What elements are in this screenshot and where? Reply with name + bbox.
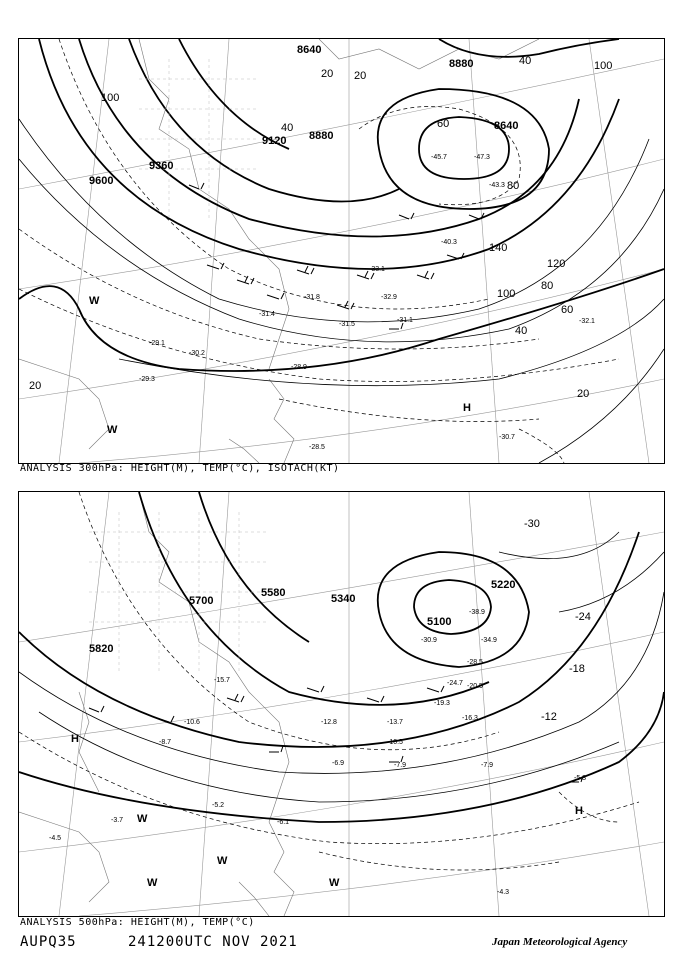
pressure-center-h: H (575, 805, 583, 817)
isotach-label: 80 (541, 280, 554, 292)
hatching (89, 512, 269, 672)
isotach-labels (29, 55, 612, 400)
temp-label: -29.3 (139, 376, 155, 383)
temp-label: -45.7 (431, 154, 447, 161)
temp-label: -15.7 (214, 677, 230, 684)
pressure-center-w: W (329, 877, 340, 889)
pressure-centers (89, 295, 471, 436)
wind-barbs (189, 183, 484, 329)
temp-label: -33.1 (369, 266, 385, 273)
height-label: 8640 (494, 120, 519, 132)
temp-label: -19.3 (434, 700, 450, 707)
height-label: 5700 (189, 595, 214, 607)
temp-label: -28.5 (467, 659, 483, 666)
temp-label: -3.7 (111, 817, 124, 824)
pressure-centers (71, 733, 583, 889)
height-label: 8640 (297, 44, 322, 56)
coastlines (19, 492, 294, 916)
temp-label: -29.1 (149, 340, 165, 347)
isotach-label: 60 (437, 118, 450, 130)
temp-label: -31.1 (397, 317, 413, 324)
temp-label: -30.2 (189, 350, 205, 357)
height-label: 5220 (491, 579, 516, 591)
temp-label: -16.3 (462, 715, 478, 722)
temp-label: -30.7 (499, 434, 515, 441)
height-label: 5820 (89, 643, 114, 655)
temp-label: -31.8 (304, 294, 320, 301)
pressure-center-h: H (463, 402, 471, 414)
graticule (19, 492, 664, 916)
temp-label: -28.9 (291, 364, 307, 371)
map-300hpa-caption: ANALYSIS 300hPa: HEIGHT(M), TEMP(°C), ISOTACH(KT) (20, 463, 340, 474)
temp-label: -31.4 (259, 311, 275, 318)
temp-label: -7.9 (394, 762, 407, 769)
isotach-label: 20 (354, 70, 367, 82)
isotach-label: 120 (547, 258, 566, 270)
pressure-center-h: H (71, 733, 79, 745)
map-300hpa (18, 38, 665, 464)
temp-label: -12.8 (321, 719, 337, 726)
isotach-label: 100 (101, 92, 120, 104)
temp-label: -8.7 (159, 739, 172, 746)
height-label: 8880 (449, 58, 474, 70)
pressure-center-w: W (137, 813, 148, 825)
height-labels (89, 579, 515, 655)
temp-label: -4.3 (497, 889, 510, 896)
temp-label: -6.1 (277, 819, 290, 826)
height-label: 5340 (331, 593, 356, 605)
height-label: 5580 (261, 587, 286, 599)
height-label: 8880 (309, 130, 334, 142)
map-500hpa-caption: ANALYSIS 500hPa: HEIGHT(M), TEMP(°C) (20, 917, 255, 928)
temp-label: -47.3 (474, 154, 490, 161)
temp-label: -40.3 (441, 239, 457, 246)
temp-label: -10.6 (184, 719, 200, 726)
height-label: 9600 (89, 175, 114, 187)
temp-label: -7.9 (481, 762, 494, 769)
map-500hpa-svg (19, 492, 664, 916)
pressure-center-w: W (89, 295, 100, 307)
analysis-datetime: 241200UTC NOV 2021 (128, 934, 298, 950)
temp-label: -6.9 (332, 760, 345, 767)
agency-name: Japan Meteorological Agency (492, 936, 628, 948)
chart-code: AUPQ35 (20, 934, 77, 950)
temp-label: -5.3 (574, 775, 587, 782)
isotach-label: 100 (594, 60, 613, 72)
temp-label: -20.5 (467, 683, 483, 690)
temp-label: -24.7 (447, 680, 463, 687)
temp-label: -43.3 (489, 182, 505, 189)
height-contours (19, 492, 664, 822)
temp-label: -30.9 (421, 637, 437, 644)
isotherm-label: -24 (575, 611, 591, 623)
map-500hpa (18, 491, 665, 917)
isotach-label: 100 (497, 288, 516, 300)
isotach-label: 80 (507, 180, 520, 192)
map-300hpa-svg (19, 39, 664, 463)
coastlines (19, 39, 539, 463)
temp-label: -32.1 (579, 318, 595, 325)
temp-label: -28.5 (309, 444, 325, 451)
isotach-label: 140 (489, 242, 508, 254)
temp-label: -5.2 (212, 802, 225, 809)
temp-label: -31.5 (339, 321, 355, 328)
temp-label: -34.9 (481, 637, 497, 644)
wind-barbs (89, 686, 583, 782)
temp-label: -13.7 (387, 719, 403, 726)
isotach-label: 40 (515, 325, 528, 337)
isotach-label: 40 (519, 55, 532, 67)
isotach-label: 60 (561, 304, 574, 316)
height-labels (89, 44, 518, 187)
isotach-label: 40 (281, 122, 294, 134)
height-label: 9120 (262, 135, 287, 147)
temp-label: -4.5 (49, 835, 62, 842)
isotach-label: 20 (29, 380, 42, 392)
isotach-label: 20 (577, 388, 590, 400)
height-label: 9360 (149, 160, 174, 172)
isotach-label: 20 (321, 68, 334, 80)
temp-label: -32.9 (381, 294, 397, 301)
temp-label: -10.5 (387, 739, 403, 746)
temperature-labels (49, 609, 586, 896)
temp-label: -38.9 (469, 609, 485, 616)
pressure-center-w: W (107, 424, 118, 436)
isotherm-label: -30 (524, 518, 540, 530)
isotherm-label: -18 (569, 663, 585, 675)
isotherm-label: -12 (541, 711, 557, 723)
pressure-center-w: W (147, 877, 158, 889)
pressure-center-w: W (217, 855, 228, 867)
height-label: 5100 (427, 616, 452, 628)
